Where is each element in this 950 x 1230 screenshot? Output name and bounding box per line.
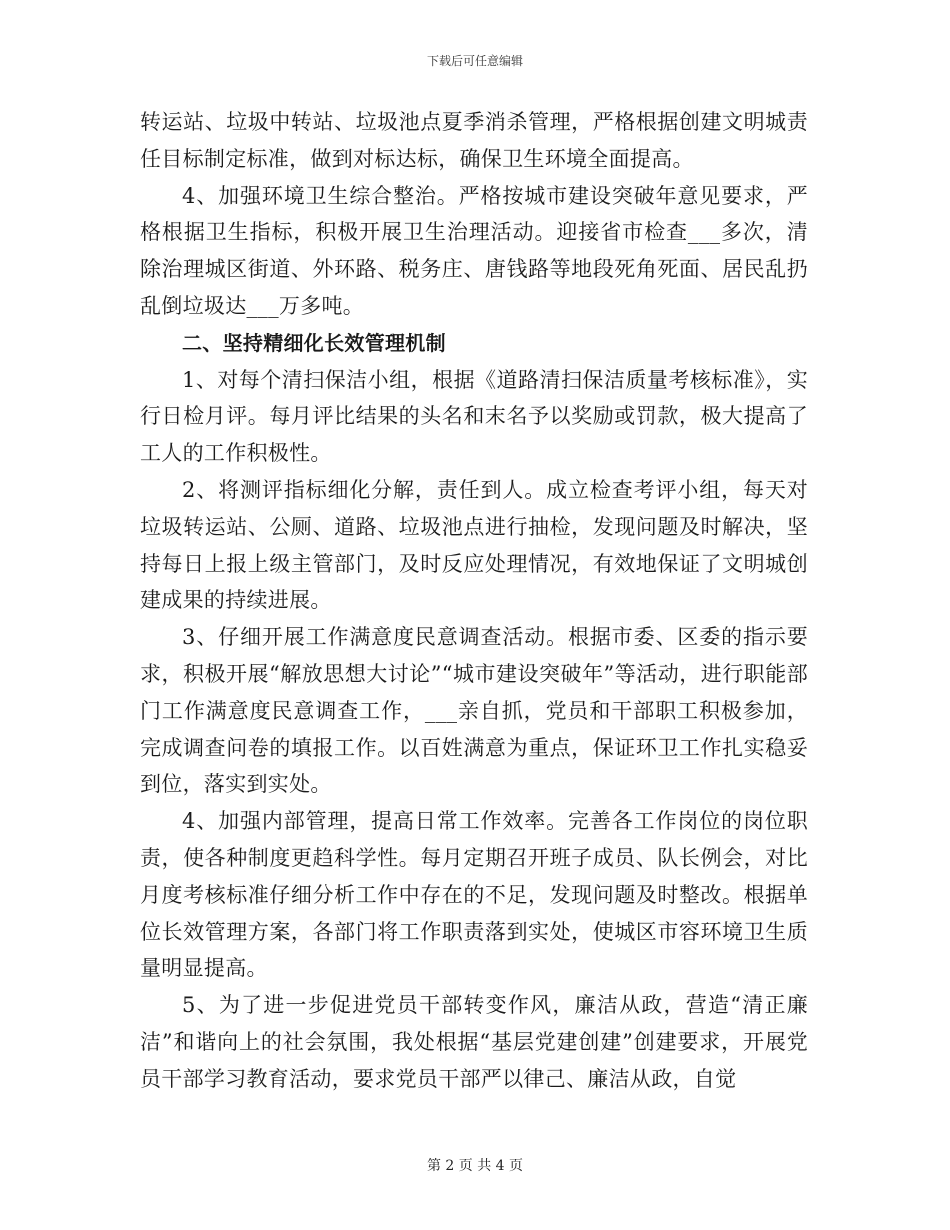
paragraph-item-1: 1、对每个清扫保洁小组，根据《道路清扫保洁质量考核标准》，实行日检月评。每月评比结果的头名和末名予以奖励或罚款，极大提高了工人的工作积极性。 (140, 367, 808, 466)
paragraph-item-3: 3、仔细开展工作满意度民意调查活动。根据市委、区委的指示要求，积极开展“解放思想大讨论”“城市建设突破年”等活动，进行职能部门工作满意度民意调查工作，___亲自抓，党员和干部职工积极参加，完成调查问卷的填报工作。以百姓满意为重点，保证环卫工作扎实稳妥到位，落实到实处。 (140, 625, 808, 797)
page-footer: 第 2 页 共 4 页 (426, 1158, 524, 1174)
page-header: 下载后可任意编辑 (426, 54, 523, 68)
paragraph-item-4-sanitation: 4、加强环境卫生综合整治。严格按城市建设突破年意见要求，严格根据卫生指标，积极开展卫生治理活动。迎接省市检查___多次，清除治理城区街道、外环路、税务庄、唐钱路等地段死角死面、居民乱扔乱倒垃圾达___万多吨。 (140, 183, 808, 318)
document-body (140, 104, 808, 1098)
section-heading: 二、坚持精细化长效管理机制 (182, 330, 446, 355)
paragraph-item-4-management: 4、加强内部管理，提高日常工作效率。完善各工作岗位的岗位职责，使各种制度更趋科学性。每月定期召开班子成员、队长例会，对比月度考核标准仔细分析工作中存在的不足，发现问题及时整改。根据单位长效管理方案，各部门将工作职责落到实处，使城区市容环境卫生质量明显提高。 (140, 809, 808, 981)
paragraph-item-5: 5、为了进一步促进党员干部转变作风，廉洁从政，营造“清正廉洁”和谐向上的社会氛围，我处根据“基层党建创建”创建要求，开展党员干部学习教育活动，要求党员干部严以律己、廉洁从政，自觉 (140, 993, 808, 1091)
paragraph-item-2: 2、将测评指标细化分解，责任到人。成立检查考评小组，每天对垃圾转运站、公厕、道路、垃圾池点进行抽检，发现问题及时解决，坚持每日上报上级主管部门，及时反应处理情况，有效地保证了文明城创建成果的持续进展。 (140, 477, 808, 613)
paragraph-continuation: 转运站、垃圾中转站、垃圾池点夏季消杀管理，严格根据创建文明城责任目标制定标准，做到对标达标，确保卫生环境全面提高。 (140, 110, 808, 171)
